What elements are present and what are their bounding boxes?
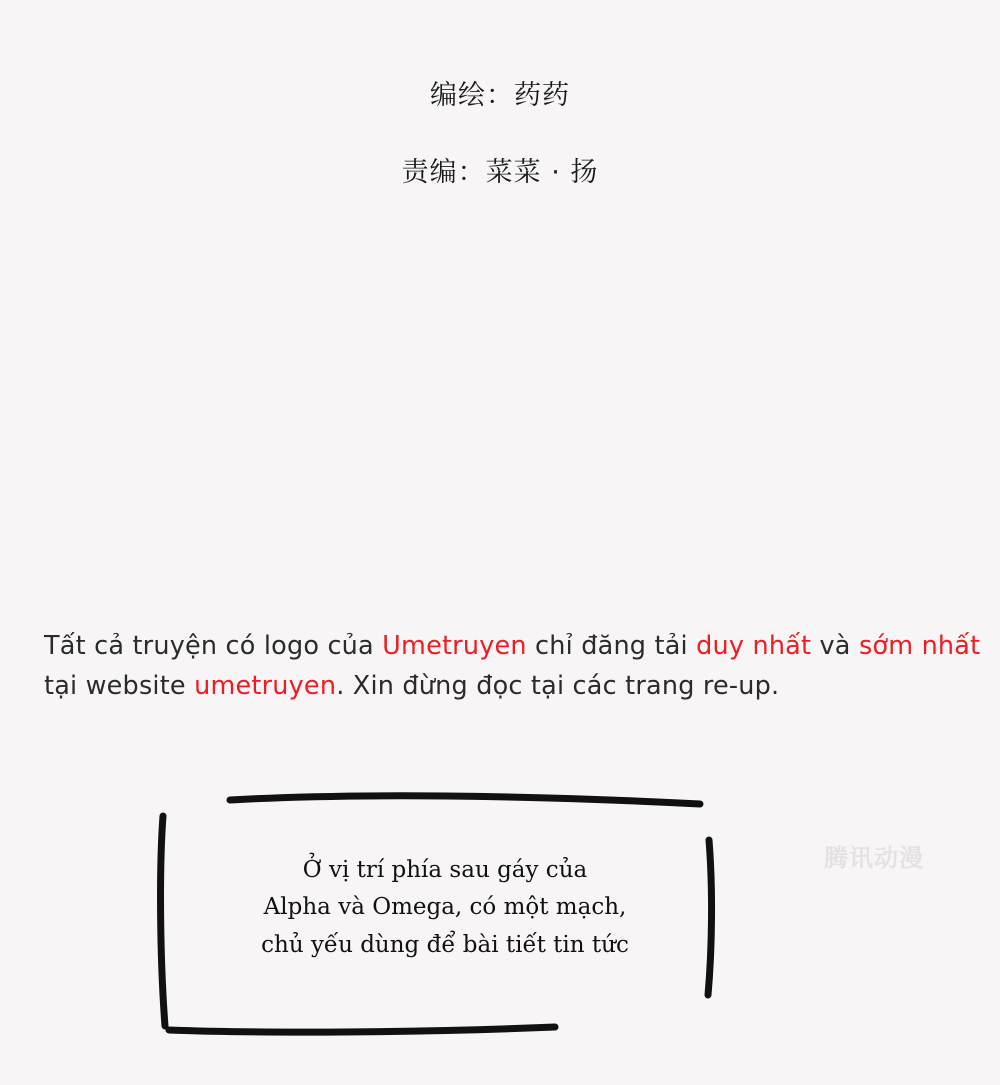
notice-text-part-1: Tất cả truyện có logo của: [44, 631, 383, 661]
notice-text-part-3: và: [811, 631, 859, 661]
notice-text-part-4: tại website: [44, 671, 195, 702]
caption-line-1: Ở vị trí phía sau gáy của: [302, 857, 588, 883]
notice-highlight-exclusive: duy nhất: [696, 631, 812, 661]
caption-text: [195, 852, 695, 964]
notice-highlight-site: Umetruyen: [382, 631, 527, 661]
publisher-watermark: 腾讯动漫: [824, 844, 924, 872]
notice-text-part-5: . Xin đừng đọc tại các trang re-up.: [336, 671, 780, 702]
caption-line-2: Alpha và Omega, có một mạch,: [263, 894, 627, 921]
caption-line-3: chủ yếu dùng để bài tiết tin tức: [261, 931, 629, 958]
notice-highlight-website: umetruyen: [194, 671, 337, 702]
scanlation-notice: [44, 626, 1000, 707]
credit-line-editor: 责编：菜菜 · 扬: [401, 157, 599, 189]
credit-line-artist: 编绘：药药: [430, 80, 570, 111]
caption-balloon: [155, 780, 725, 1045]
credits-block: [0, 78, 1000, 232]
notice-highlight-earliest: sớm nhất: [858, 631, 981, 661]
notice-text-part-2: chỉ đăng tải: [526, 631, 697, 661]
